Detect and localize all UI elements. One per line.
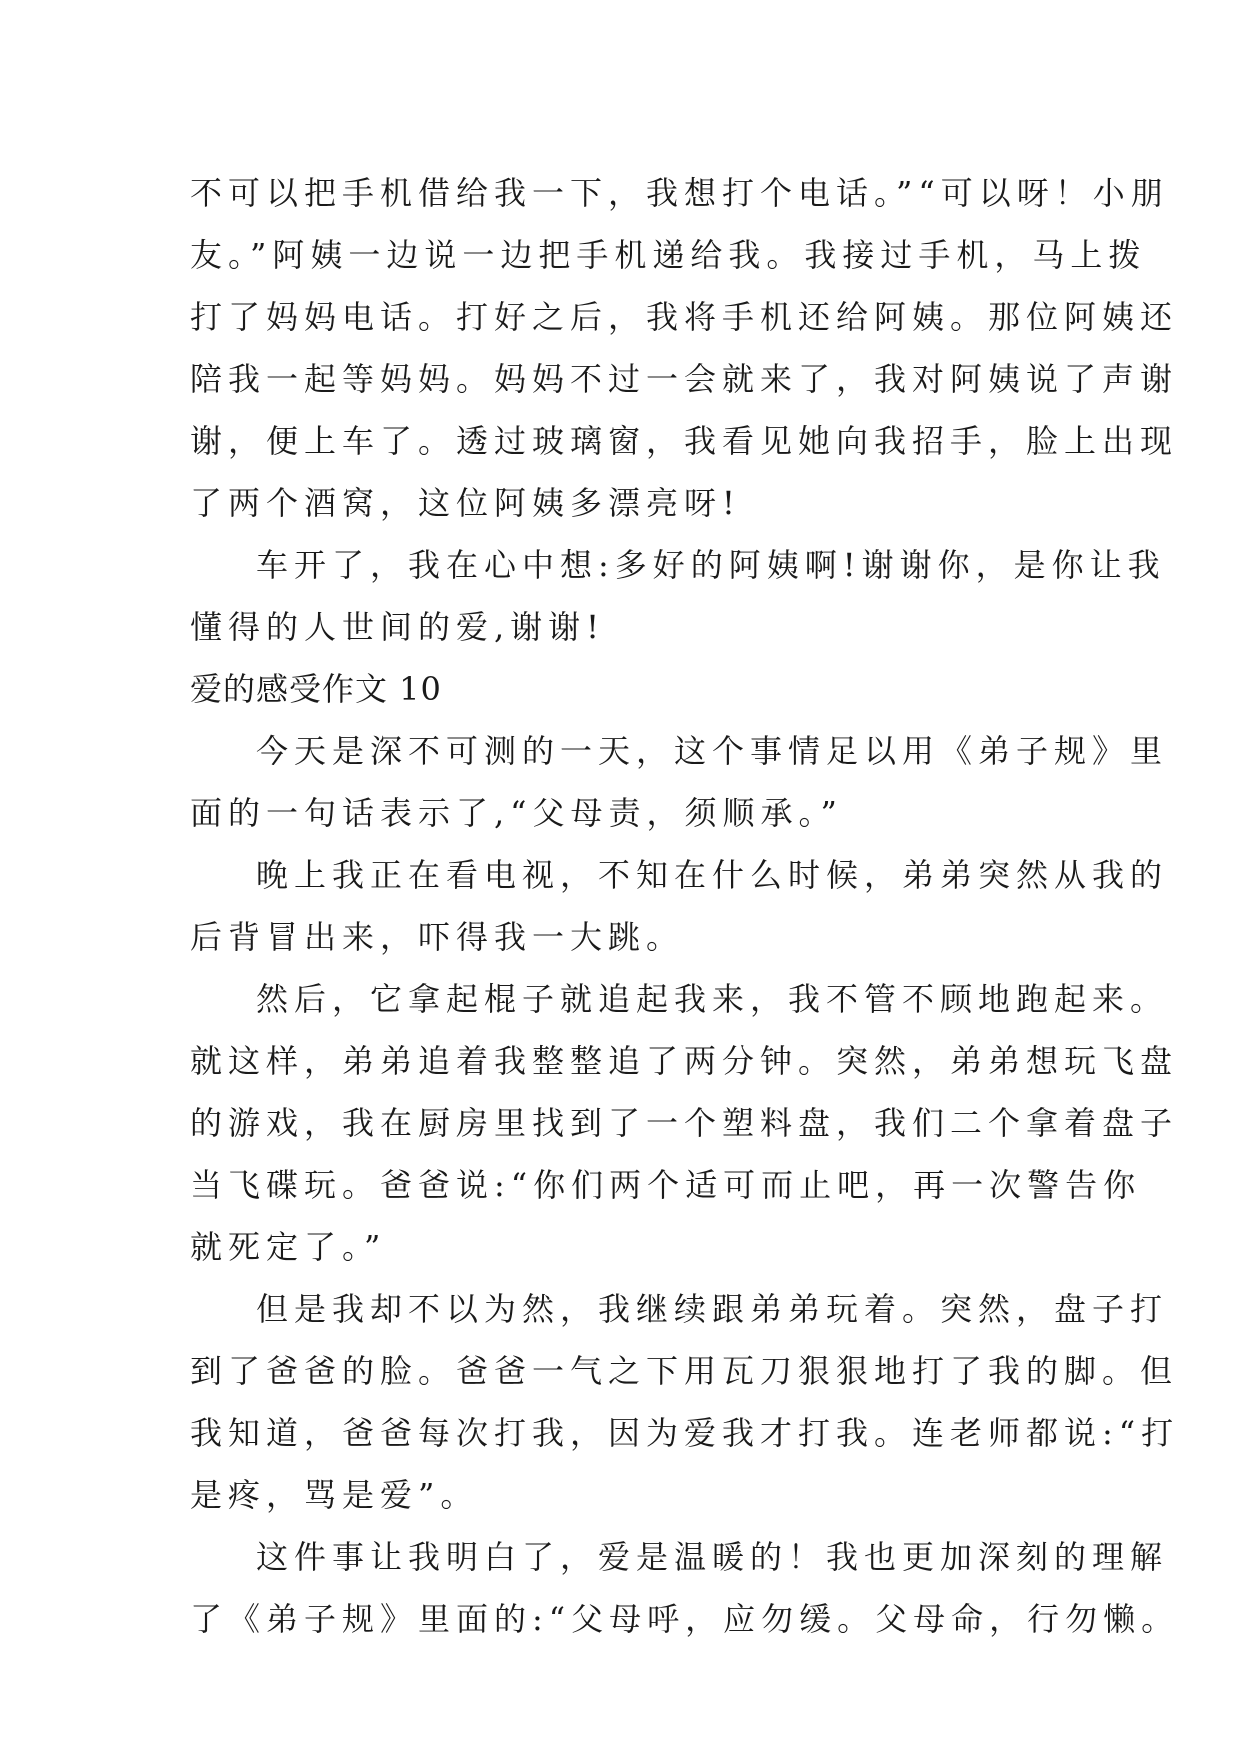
paragraph-line: 谢，便上车了。透过玻璃窗，我看见她向我招手，脸上出现 bbox=[190, 422, 1179, 460]
paragraph-line: 了两个酒窝，这位阿姨多漂亮呀! bbox=[190, 484, 741, 522]
paragraph-line: 今天是深不可测的一天，这个事情足以用《弟子规》里 bbox=[256, 732, 1169, 770]
paragraph-line: 陪我一起等妈妈。妈妈不过一会就来了，我对阿姨说了声谢 bbox=[190, 360, 1179, 398]
paragraph-line: 但是我却不以为然，我继续跟弟弟玩着。突然，盘子打 bbox=[256, 1290, 1169, 1328]
article-body bbox=[190, 162, 1180, 1650]
paragraph-line: 的游戏，我在厨房里找到了一个塑料盘，我们二个拿着盘子 bbox=[190, 1104, 1179, 1142]
paragraph-line: 了《弟子规》里面的:“父母呼，应勿缓。父母命，行勿懒。 bbox=[190, 1600, 1180, 1638]
paragraph-line: 到了爸爸的脸。爸爸一气之下用瓦刀狠狠地打了我的脚。但 bbox=[190, 1352, 1179, 1390]
paragraph-line: 车开了，我在心中想:多好的阿姨啊!谢谢你，是你让我 bbox=[256, 546, 1166, 584]
paragraph-line: 懂得的人世间的爱,谢谢! bbox=[190, 608, 606, 646]
paragraph-line: 就这样，弟弟追着我整整追了两分钟。突然，弟弟想玩飞盘 bbox=[190, 1042, 1179, 1080]
paragraph-line: 这件事让我明白了，爱是温暖的！我也更加深刻的理解 bbox=[256, 1538, 1169, 1576]
paragraph-line: 晚上我正在看电视，不知在什么时候，弟弟突然从我的 bbox=[256, 856, 1169, 894]
paragraph-line: 就死定了。” bbox=[190, 1228, 387, 1266]
paragraph-line: 打了妈妈电话。打好之后，我将手机还给阿姨。那位阿姨还 bbox=[190, 298, 1179, 336]
paragraph-line: 我知道，爸爸每次打我，因为爱我才打我。连老师都说:“打 bbox=[190, 1414, 1180, 1452]
paragraph-line: 然后，它拿起棍子就追起我来，我不管不顾地跑起来。 bbox=[256, 980, 1169, 1018]
paragraph-line: 友。”阿姨一边说一边把手机递给我。我接过手机，马上拨 bbox=[190, 236, 1147, 274]
paragraph-line: 当飞碟玩。爸爸说:“你们两个适可而止吧，再一次警告你 bbox=[190, 1166, 1142, 1204]
section-heading: 爱的感受作文 10 bbox=[190, 670, 442, 708]
paragraph-line: 是疼，骂是爱”。 bbox=[190, 1476, 479, 1514]
paragraph-line: 后背冒出来，吓得我一大跳。 bbox=[190, 918, 685, 956]
paragraph-line: 面的一句话表示了,“父母责，须顺承。” bbox=[190, 794, 843, 832]
paragraph-line: 不可以把手机借给我一下，我想打个电话。”“可以呀！小朋 bbox=[190, 174, 1169, 212]
